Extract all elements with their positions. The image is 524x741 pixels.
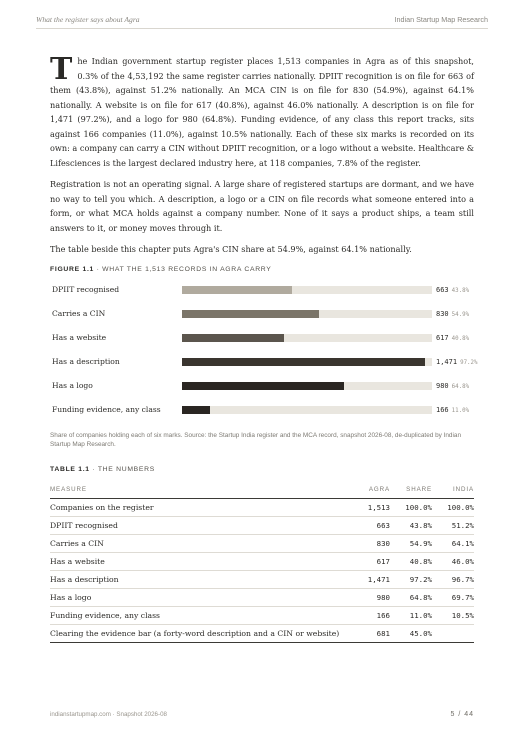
bar-count: 617 — [436, 333, 449, 342]
bar-label: DPIIT recognised — [52, 284, 120, 294]
cell-measure: Has a website — [50, 552, 342, 570]
bar-percent: 11.0% — [451, 407, 470, 414]
cell-agra: 980 — [342, 588, 390, 606]
bar-track — [182, 286, 432, 294]
footer-source: indianstartupmap.com · Snapshot 2026-08 — [50, 711, 167, 718]
bar-value-label — [436, 333, 469, 344]
bar-percent: 64.8% — [451, 383, 470, 390]
bar-track — [182, 334, 432, 342]
bar-row — [50, 356, 478, 381]
bar-percent: 40.8% — [451, 335, 470, 342]
cell-share: 100.0% — [390, 498, 432, 516]
bar-percent: 97.2% — [460, 359, 478, 366]
bar-label: Has a description — [52, 356, 120, 366]
bar — [182, 334, 284, 342]
bar-count: 1,471 — [436, 357, 458, 366]
cell-measure: Companies on the register — [50, 498, 342, 516]
bar-percent: 43.8% — [451, 287, 470, 294]
bar-row — [50, 405, 474, 429]
bar-label: Has a website — [52, 332, 107, 342]
cell-agra: 681 — [342, 624, 390, 642]
bar-row — [50, 333, 474, 357]
cell-india: 51.2% — [432, 516, 474, 534]
figure-label: FIGURE 1.1 — [50, 265, 95, 273]
cell-india: 69.7% — [432, 588, 474, 606]
cell-share: 11.0% — [390, 606, 432, 624]
paragraph-intro — [50, 54, 474, 170]
bar-count: 980 — [436, 381, 449, 390]
table-body — [50, 498, 474, 642]
cell-measure: Funding evidence, any class — [50, 606, 342, 624]
cell-measure: Has a logo — [50, 588, 342, 606]
chapter-title: What the register says about Agra — [36, 15, 140, 24]
figure-title-text: · WHAT THE 1,513 RECORDS IN AGRA CARRY — [96, 265, 272, 273]
publication-name: Indian Startup Map Research — [394, 15, 488, 24]
cell-india: 10.5% — [432, 606, 474, 624]
cell-share: 43.8% — [390, 516, 432, 534]
bar-count: 663 — [436, 285, 449, 294]
bar-percent: 54.9% — [451, 311, 470, 318]
bar-value-label — [436, 357, 478, 368]
cell-agra: 617 — [342, 552, 390, 570]
header-share: SHARE — [390, 482, 432, 499]
bar — [182, 286, 292, 294]
bar — [182, 358, 425, 366]
bar — [182, 382, 344, 390]
table-row — [50, 606, 474, 624]
figure-title — [50, 266, 474, 273]
table-row — [50, 588, 474, 606]
table-row — [50, 534, 474, 552]
table-label: TABLE 1.1 — [50, 465, 90, 473]
bar-count: 830 — [436, 309, 449, 318]
cell-india: 46.0% — [432, 552, 474, 570]
cell-india: 64.1% — [432, 534, 474, 552]
bar-label: Has a logo — [52, 380, 93, 390]
paragraph-caveat: Registration is not an operating signal. A large share of registered startups are dormant, and we have no way to tell you which. A description, a logo or a CIN on file records what someone entered into a form, or what MCA holds against a company number. None of it says a product ships, a team still answers to it, or money moves through it. — [50, 179, 474, 233]
cell-share: 40.8% — [390, 552, 432, 570]
cell-india — [432, 624, 474, 642]
bar-value-label — [436, 381, 469, 392]
table-row — [50, 624, 474, 642]
bar-label: Carries a CIN — [52, 308, 106, 318]
cell-agra: 166 — [342, 606, 390, 624]
page-number: 5 / 44 — [450, 711, 474, 718]
cell-agra: 830 — [342, 534, 390, 552]
bar-label: Funding evidence, any class — [52, 404, 161, 414]
cell-measure: DPIIT recognised — [50, 516, 342, 534]
bar-count: 166 — [436, 405, 449, 414]
cell-india: 100.0% — [432, 498, 474, 516]
bar-row — [50, 309, 474, 333]
cell-india: 96.7% — [432, 570, 474, 588]
page-content — [50, 52, 478, 643]
numbers-table — [50, 482, 474, 643]
bar-value-label — [436, 285, 469, 296]
table-header-row — [50, 482, 474, 499]
header-measure: MEASURE — [50, 482, 342, 499]
drop-cap: T — [50, 52, 73, 87]
table-row — [50, 516, 474, 534]
table-row — [50, 498, 474, 516]
table-title — [50, 466, 474, 473]
cell-agra: 1,471 — [342, 570, 390, 588]
bar-track — [182, 406, 432, 414]
cell-share: 54.9% — [390, 534, 432, 552]
bar — [182, 310, 319, 318]
cell-measure: Has a description — [50, 570, 342, 588]
table-title-text: · THE NUMBERS — [92, 465, 155, 473]
page-footer — [50, 711, 474, 718]
bar-row — [50, 285, 474, 309]
figure-caption: Share of companies holding each of six marks. Source: the Startup India register and the MCA record, snapshot 2026-08, de-duplicated by Indian Startup Map Research. — [50, 431, 462, 448]
table-row — [50, 570, 474, 588]
cell-share: 64.8% — [390, 588, 432, 606]
header-agra: AGRA — [342, 482, 390, 499]
header-divider — [36, 28, 488, 29]
cell-agra: 663 — [342, 516, 390, 534]
cell-measure: Carries a CIN — [50, 534, 342, 552]
cell-share: 45.0% — [390, 624, 432, 642]
paragraph-cin-note: The table beside this chapter puts Agra's CIN share at 54.9%, against 64.1% nationally. — [50, 244, 412, 254]
bar-row — [50, 381, 474, 405]
bar-track — [182, 310, 432, 318]
bar-value-label — [436, 405, 469, 416]
bar-value-label — [436, 309, 469, 320]
bar-chart — [50, 284, 478, 429]
paragraph-intro-text: he Indian government startup register places 1,513 companies in Agra as of this snapshot, 0.3% of the 4,53,192 the same register carries nationally. DPIIT recognition is on file for 663 of them (43.8%), against 51.2% nationally. An MCA CIN is on file for 830 (54.9%), against 64.1% nationally. A website is on file for 617 (40.8%), against 46.0% nationally. A description is on file for 1,471 (97.2%), and a logo for 980 (64.8%). Funding evidence, of any class this report tracks, sits against 166 companies (11.0%), against 10.5% nationally. Each of these six marks is recorded on its own: a company can carry a CIN without DPIIT recognition, or a logo without a website. Healthcare & Lifesciences is the largest declared industry here, at 118 companies, 7.8% of the register. — [50, 56, 474, 168]
header-india: INDIA — [432, 482, 474, 499]
bar — [182, 406, 210, 414]
table-row — [50, 552, 474, 570]
running-header — [36, 15, 488, 24]
bar-track — [182, 358, 432, 366]
cell-agra: 1,513 — [342, 498, 390, 516]
cell-measure: Clearing the evidence bar (a forty-word description and a CIN or website) — [50, 624, 342, 642]
bar-track — [182, 382, 432, 390]
cell-share: 97.2% — [390, 570, 432, 588]
